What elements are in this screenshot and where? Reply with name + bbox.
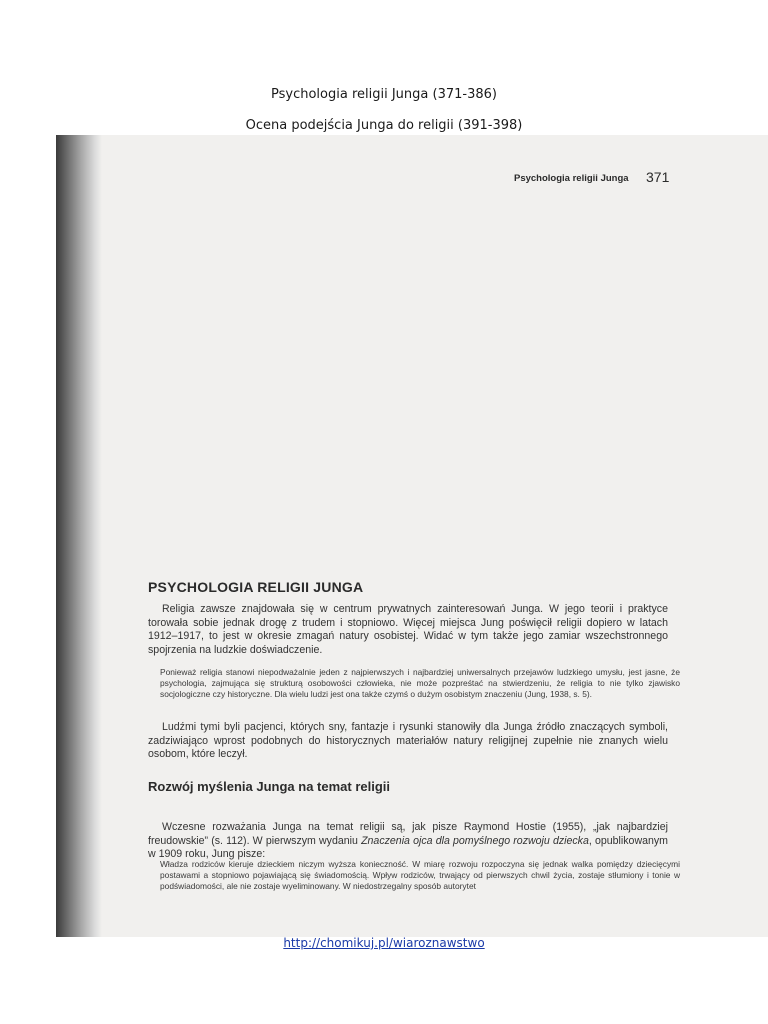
block-quote-2: Władza rodziców kieruje dzieckiem niczym wyższa konieczność. W miarę rozwoju rozpoczyna się jednak walka pomiędzy dziecięcymi postawami a stopniowo pojawiającą się świadomością. Wpływ rodziców, trwający od pierwszych chwil życia, zostaje stłumiony i tonie w podświadomości, ale nie zostaje wyeliminowany. W niedostrzegalny sposób autorytet <box>160 859 680 892</box>
section-title: PSYCHOLOGIA RELIGII JUNGA <box>148 579 364 595</box>
paragraph-3-text-b: , opublikowanym w 1909 roku, Jung pisze: <box>148 834 668 860</box>
page-number: 371 <box>646 169 670 185</box>
paragraph-3-text-a: Wczesne rozważania Junga na temat religii są, jak pisze Raymond Hostie (1955), „jak najbardziej freudowskie” (s. 112). W pierwszym wydaniu <box>148 821 668 847</box>
running-head: Psychologia religii Junga <box>514 173 629 184</box>
paragraph-3 <box>148 821 668 862</box>
scanned-page <box>56 135 768 937</box>
paragraph-1: Religia zawsze znajdowała się w centrum prywatnych zainteresowań Junga. W jego teorii i praktyce torowała sobie jednak drogę z trudem i stopniowo. Więcej miejsca Jung poświęcił religii dopiero w latach 1912–1917, to jest w okresie zmagań natury osobistej. Widać w tym także jego zamiar wszechstronnego spojrzenia na ludzkie doświadczenie. <box>148 603 668 656</box>
paragraph-2: Ludźmi tymi byli pacjenci, których sny, fantazje i rysunki stanowiły dla Junga źródło znaczących symboli, zadziwiająco wprost podobnych do historycznych materiałów natury religijnej zupełnie nie znanych wielu osobom, które leczył. <box>148 721 668 760</box>
document-title-primary: Psychologia religii Junga (371-386) <box>271 87 497 102</box>
binding-shadow <box>56 135 102 937</box>
block-quote-1: Ponieważ religia stanowi niepodważalnie jeden z najpierwszych i najbardziej uniwersalnych przejawów ludzkiego umysłu, jest jasne, że psychologia, zajmująca się strukturą osobowości człowieka, nie może pozpreśtać na stwierdzeniu, że religia to nie tylko zjawisko socjologiczne czy historyczne. Dla wielu ludzi jest ona także czymś o dużym osobistym znaczeniu (Jung, 1938, s. 5). <box>160 667 680 700</box>
book-title: Znaczenia ojca dla pomyślnego rozwoju dziecka <box>361 834 589 847</box>
source-link[interactable]: http://chomikuj.pl/wiaroznawstwo <box>283 936 485 950</box>
subsection-title: Rozwój myślenia Junga na temat religii <box>148 779 391 794</box>
document-title-secondary: Ocena podejścia Junga do religii (391-398) <box>245 118 523 133</box>
